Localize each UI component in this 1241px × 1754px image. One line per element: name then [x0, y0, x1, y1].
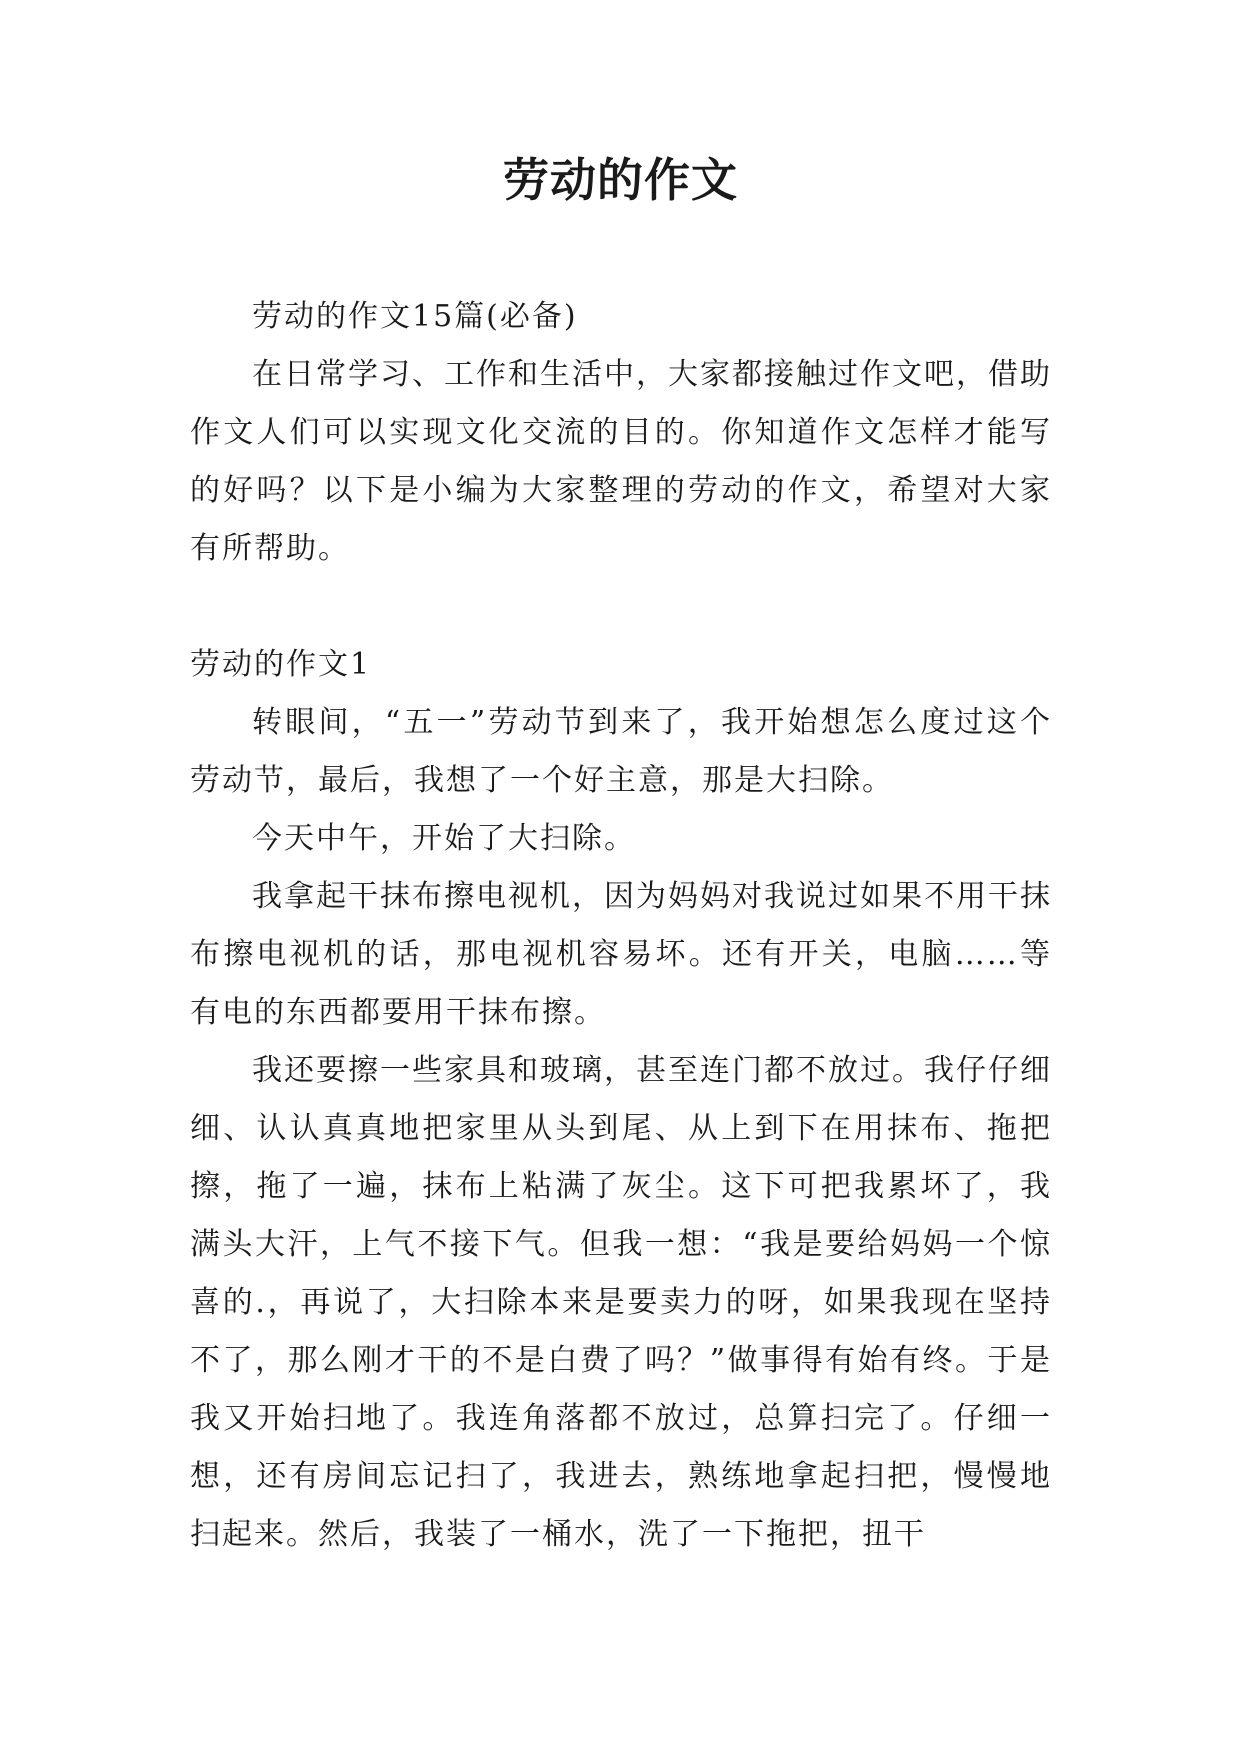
body-paragraph: 我拿起干抹布擦电视机，因为妈妈对我说过如果不用干抹布擦电视机的话，那电视机容易坏。还有开关，电脑……等有电的东西都要用干抹布擦。 [190, 879, 1052, 1030]
document-body [190, 288, 1052, 1564]
body-paragraph: 今天中午，开始了大扫除。 [252, 821, 636, 856]
intro-paragraph: 在日常学习、工作和生活中，大家都接触过作文吧，借助作文人们可以实现文化交流的目的。你知道作文怎样才能写的好吗？以下是小编为大家整理的劳动的作文，希望对大家有所帮助。 [190, 357, 1052, 566]
document-title: 劳动的作文 [503, 153, 738, 207]
document-subtitle: 劳动的作文15篇(必备) [252, 299, 578, 334]
body-paragraph: 转眼间，“五一”劳动节到来了，我开始想怎么度过这个劳动节，最后，我想了一个好主意，那是大扫除。 [190, 705, 1052, 798]
section-spacer [190, 578, 1052, 636]
body-paragraph: 我还要擦一些家具和玻璃，甚至连门都不放过。我仔仔细细、认认真真地把家里从头到尾、从上到下在用抹布、拖把擦，拖了一遍，抹布上粘满了灰尘。这下可把我累坏了，我满头大汗，上气不接下气。但我一想：“我是要给妈妈一个惊喜的.，再说了，大扫除本来是要卖力的呀，如果我现在坚持不了，那么刚才干的不是白费了吗？”做事得有始有终。于是我又开始扫地了。我连角落都不放过，总算扫完了。仔细一想，还有房间忘记扫了，我进去，熟练地拿起扫把，慢慢地扫起来。然后，我装了一桶水，洗了一下拖把，扭干 [190, 1053, 1052, 1552]
section-heading: 劳动的作文1 [190, 647, 372, 682]
